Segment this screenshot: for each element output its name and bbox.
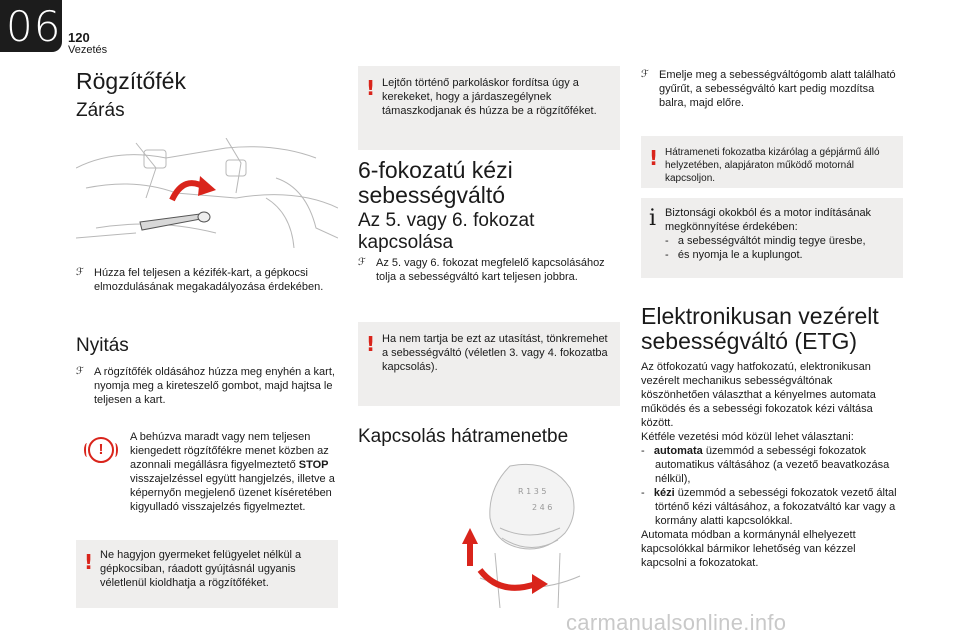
reverse-warning-text: Hátrameneti fokozatba kizárólag a gépjármű álló helyzetében, alapjáraton működő motornál kapcsoljon.: [665, 147, 880, 184]
parking-brake-title: Rögzítőfék: [76, 68, 186, 94]
svg-text:2 4 6: 2 4 6: [532, 503, 553, 512]
chapter-number: 06: [6, 2, 62, 51]
reverse-title: Kapcsolás hátramenetbe: [358, 426, 569, 447]
safety-info-box: [641, 198, 903, 278]
safety-info-item-text: és nyomja le a kuplungot.: [677, 249, 803, 261]
exclamation-icon: !: [649, 146, 659, 170]
gear-5-6-title: Az 5. vagy 6. fokozat kapcsolása: [358, 210, 535, 253]
etg-title: Elektronikusan vezérelt sebességváltó (ETG): [641, 303, 879, 354]
manual-gearbox-title: 6-fokozatú kézi sebességváltó: [358, 157, 513, 208]
manual-label: kézi: [653, 487, 675, 499]
automatic-label: automata: [653, 445, 703, 457]
brake-warning-text: [130, 430, 338, 514]
automatic-text: üzemmód a sebességi fokozatok automatikus váltásához (a vezető beavatkozása nélkül),: [655, 445, 890, 485]
closing-title: Zárás: [76, 100, 125, 121]
arrow-right-icon: ℱ: [76, 366, 84, 377]
slope-parking-text: Lejtőn történő parkoláskor fordítsa úgy a kerekeket, hogy a járdaszegélynek támaszkodjanak és húzza be a rögzítőféket.: [382, 77, 597, 117]
safety-info-intro: Biztonsági okokból és a motor indításának megkönnyítése érdekében:: [665, 207, 872, 233]
etg-description: [641, 360, 903, 570]
safety-info-item: - és nyomja le a kuplungot.: [665, 249, 803, 261]
watermark: carmanualsonline.info: [566, 610, 787, 635]
reverse-warning-box: [641, 136, 903, 188]
etg-intro: Az ötfokozatú vagy hatfokozatú, elektronikusan vezérelt mechanikus sebességváltónak köszönhetően választhat a kényelmes automata működés és a sebességi fokozatok kézi váltása között.: [641, 361, 876, 429]
gear-knob-illustration: [440, 458, 590, 608]
exclamation-icon: !: [366, 76, 376, 100]
gear-5-6-instruction: [358, 256, 620, 284]
handbrake-illustration: [76, 138, 338, 250]
etg-mode-manual: - kézi üzemmód a sebességi fokozatok vezető által történő kézi váltásához, a fokozatváltó kar vagy a kormány alatti kapcsolókkal.: [641, 487, 897, 527]
etg-mode-automatic: - automata üzemmód a sebességi fokozatok automatikus váltásához (a vezető beavatkozása nélkül),: [641, 445, 890, 485]
safety-info-item: - a sebességváltót mindig tegye üresbe,: [665, 235, 866, 247]
stop-label: STOP: [298, 459, 329, 471]
manual-text: üzemmód a sebességi fokozatok vezető által történő kézi váltásához, a fokozatváltó kar vagy a kormány alatti kapcsolókkal.: [655, 487, 897, 527]
gearbox-damage-box: [358, 322, 620, 406]
closing-instruction-text: Húzza fel teljesen a kézifék-kart, a gépkocsi elmozdulásának megakadályozása érdekében.: [94, 267, 324, 293]
safety-info-content: [665, 206, 897, 262]
page-number: 120: [68, 30, 90, 45]
arrow-right-icon: ℱ: [641, 69, 649, 80]
closing-instruction: [76, 266, 338, 294]
child-warning-box: [76, 540, 338, 608]
exclamation-icon: !: [366, 332, 376, 356]
arrow-right-icon: ℱ: [358, 257, 366, 268]
arrow-right-icon: ℱ: [76, 267, 84, 278]
opening-instruction: [76, 365, 338, 407]
section-name: Vezetés: [68, 44, 108, 56]
safety-info-item-text: a sebességváltót mindig tegye üresbe,: [677, 235, 866, 247]
opening-title: Nyitás: [76, 335, 129, 356]
reverse-instruction: [641, 68, 903, 110]
info-icon: i: [649, 206, 657, 231]
brake-warning-text-2: visszajelzéssel együtt hangjelzés, illetve a képernyőn megjelenő üzenet kíséretében kigyulladó visszajelzés figyelmeztet.: [130, 473, 335, 513]
brake-warning-icon: !: [88, 437, 114, 463]
reverse-instruction-text: Emelje meg a sebességváltógomb alatt található gyűrűt, a sebességváltó kart pedig mozdítsa balra, majd előre.: [659, 69, 896, 109]
etg-paddle-note: Automata módban a kormánynál elhelyezett kapcsolókkal bármikor lehetőség van kézzel kapcsolni a fokozatokat.: [641, 529, 856, 569]
chapter-tab: [0, 0, 62, 52]
etg-modes-intro: Kétféle vezetési mód közül lehet választani:: [641, 431, 854, 443]
brake-warning-text-1: A behúzva maradt vagy nem teljesen kiengedett rögzítőfékre menet közben az azonnali megállásra figyelmeztető: [130, 431, 329, 471]
svg-text:R 1 3 5: R 1 3 5: [518, 487, 547, 496]
opening-instruction-text: A rögzítőfék oldásához húzza meg enyhén a kart, nyomja meg a kireteszelő gombot, majd hajtsa le teljesen a kart.: [94, 366, 335, 406]
gearbox-damage-text: Ha nem tartja be ezt az utasítást, tönkremehet a sebességváltó (véletlen 3. vagy 4. fokozatba kapcsolás).: [382, 333, 608, 373]
child-warning-text: Ne hagyjon gyermeket felügyelet nélkül a gépkocsiban, ráadott gyújtásnál ugyanis véletlenül kioldhatja a rögzítőféket.: [100, 549, 302, 589]
slope-parking-box: [358, 66, 620, 150]
gear-5-6-instruction-text: Az 5. vagy 6. fokozat megfelelő kapcsolásához tolja a sebességváltó kart teljesen jobbra.: [376, 257, 605, 283]
exclamation-icon: !: [84, 550, 94, 574]
